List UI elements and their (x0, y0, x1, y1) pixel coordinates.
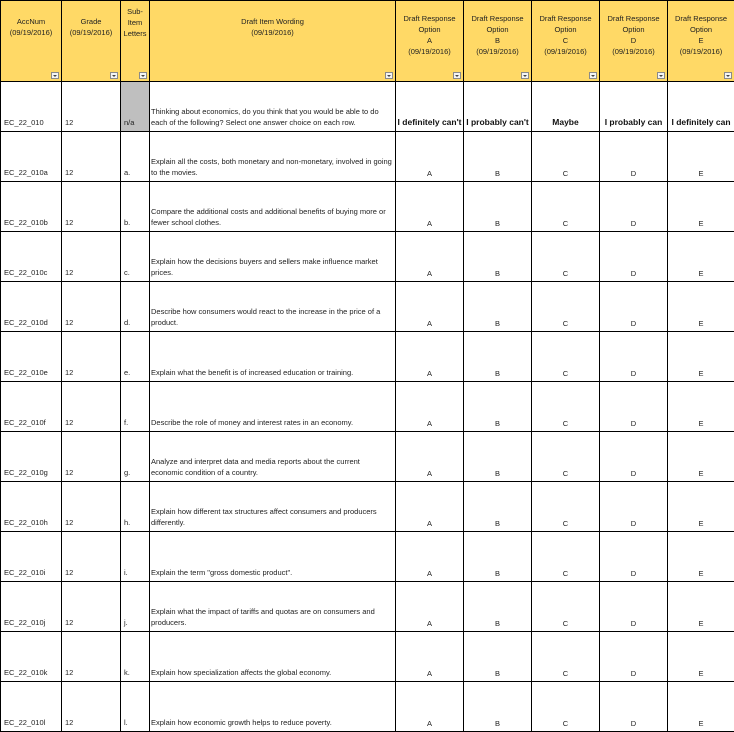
cell-option-b[interactable]: B (464, 582, 532, 632)
cell-item-wording[interactable]: Analyze and interpret data and media reports about the current economic condition of a country. (150, 432, 396, 482)
cell-option-b[interactable]: B (464, 282, 532, 332)
cell-grade[interactable]: 12 (62, 432, 121, 482)
cell-option-e[interactable]: E (668, 182, 734, 232)
cell-sub-item[interactable]: d. (121, 282, 150, 332)
cell-item-wording[interactable]: Explain how the decisions buyers and sellers make influence market prices. (150, 232, 396, 282)
cell-option-e[interactable]: E (668, 232, 734, 282)
header-sub-item-letters: Sub- Item Letters (121, 1, 150, 82)
header-option-e: Draft Response Option E (09/19/2016) (668, 1, 734, 82)
cell-option-a[interactable]: A (396, 582, 464, 632)
cell-sub-item[interactable]: f. (121, 382, 150, 432)
cell-sub-item[interactable]: e. (121, 332, 150, 382)
cell-accnum[interactable]: EC_22_010g (1, 432, 62, 482)
cell-option-b[interactable]: B (464, 382, 532, 432)
cell-grade[interactable]: 12 (62, 182, 121, 232)
table-row (1, 432, 734, 482)
filter-dropdown-icon[interactable] (139, 72, 147, 79)
cell-option-d[interactable]: D (600, 282, 668, 332)
cell-item-wording[interactable]: Describe the role of money and interest rates in an economy. (150, 382, 396, 432)
cell-option-c[interactable]: C (532, 682, 600, 732)
header-grade: Grade (09/19/2016) (62, 1, 121, 82)
cell-item-wording[interactable]: Describe how consumers would react to the increase in the price of a product. (150, 282, 396, 332)
cell-sub-item[interactable]: l. (121, 682, 150, 732)
cell-item-wording[interactable]: Explain all the costs, both monetary and non-monetary, involved in going to the movies. (150, 132, 396, 182)
cell-option-b[interactable]: B (464, 232, 532, 282)
cell-option-b[interactable]: B (464, 182, 532, 232)
cell-option-e[interactable]: E (668, 132, 734, 182)
cell-accnum[interactable]: EC_22_010a (1, 132, 62, 182)
cell-option-e[interactable]: E (668, 682, 734, 732)
cell-option-a[interactable]: A (396, 282, 464, 332)
cell-accnum[interactable]: EC_22_010d (1, 282, 62, 332)
table-row (1, 532, 734, 582)
cell-option-c[interactable]: C (532, 632, 600, 682)
cell-option-e[interactable]: E (668, 332, 734, 382)
cell-grade[interactable]: 12 (62, 332, 121, 382)
cell-sub-item[interactable]: k. (121, 632, 150, 682)
cell-option-a[interactable]: A (396, 232, 464, 282)
cell-grade[interactable]: 12 (62, 682, 121, 732)
filter-dropdown-icon[interactable] (657, 72, 665, 79)
cell-option-a[interactable]: A (396, 132, 464, 182)
cell-option-a[interactable]: A (396, 682, 464, 732)
filter-dropdown-icon[interactable] (110, 72, 118, 79)
filter-dropdown-icon[interactable] (453, 72, 461, 79)
table-row (1, 382, 734, 432)
cell-accnum[interactable]: EC_22_010k (1, 632, 62, 682)
cell-option-b[interactable]: B (464, 132, 532, 182)
cell-option-a[interactable]: A (396, 532, 464, 582)
cell-option-e[interactable]: E (668, 382, 734, 432)
table-row (1, 232, 734, 282)
cell-option-c[interactable]: C (532, 482, 600, 532)
cell-option-d[interactable]: D (600, 532, 668, 582)
cell-item-wording[interactable]: Explain how different tax structures affect consumers and producers differently. (150, 482, 396, 532)
cell-grade[interactable]: 12 (62, 82, 121, 132)
cell-grade[interactable]: 12 (62, 382, 121, 432)
cell-option-c[interactable]: C (532, 132, 600, 182)
cell-option-c[interactable]: C (532, 532, 600, 582)
cell-option-c[interactable]: C (532, 382, 600, 432)
cell-option-d[interactable]: D (600, 632, 668, 682)
cell-accnum[interactable]: EC_22_010f (1, 382, 62, 432)
cell-accnum[interactable]: EC_22_010i (1, 532, 62, 582)
header-option-c: Draft Response Option C (09/19/2016) (532, 1, 600, 82)
cell-item-wording[interactable]: Explain how economic growth helps to reduce poverty. (150, 682, 396, 732)
header-accnum: AccNum (09/19/2016) (1, 1, 62, 82)
header-item-wording: Draft Item Wording (09/19/2016) (150, 1, 396, 82)
table-row (1, 182, 734, 232)
table-row (1, 482, 734, 532)
cell-option-d[interactable]: D (600, 132, 668, 182)
cell-option-b[interactable]: B (464, 482, 532, 532)
cell-accnum[interactable]: EC_22_010e (1, 332, 62, 382)
cell-grade[interactable]: 12 (62, 282, 121, 332)
cell-option-b[interactable]: I probably can't (464, 82, 532, 132)
cell-grade[interactable]: 12 (62, 582, 121, 632)
cell-option-c[interactable]: C (532, 432, 600, 482)
cell-option-a[interactable]: A (396, 482, 464, 532)
cell-sub-item[interactable]: j. (121, 582, 150, 632)
cell-option-a[interactable]: A (396, 382, 464, 432)
cell-sub-item[interactable]: n/a (121, 82, 150, 132)
table-row (1, 82, 734, 132)
cell-option-d[interactable]: D (600, 182, 668, 232)
cell-option-c[interactable]: Maybe (532, 82, 600, 132)
cell-option-e[interactable]: E (668, 582, 734, 632)
cell-option-c[interactable]: C (532, 182, 600, 232)
cell-accnum[interactable]: EC_22_010l (1, 682, 62, 732)
cell-option-b[interactable]: B (464, 332, 532, 382)
cell-item-wording[interactable]: Compare the additional costs and additional benefits of buying more or fewer school clothes. (150, 182, 396, 232)
cell-option-a[interactable]: A (396, 432, 464, 482)
table-row (1, 582, 734, 632)
table-row (1, 282, 734, 332)
header-option-b: Draft Response Option B (09/19/2016) (464, 1, 532, 82)
cell-option-a[interactable]: I definitely can't (396, 82, 464, 132)
cell-accnum[interactable]: EC_22_010c (1, 232, 62, 282)
cell-grade[interactable]: 12 (62, 482, 121, 532)
cell-option-e[interactable]: E (668, 282, 734, 332)
cell-grade[interactable]: 12 (62, 632, 121, 682)
cell-item-wording[interactable]: Explain the term "gross domestic product". (150, 532, 396, 582)
cell-grade[interactable]: 12 (62, 132, 121, 182)
cell-option-c[interactable]: C (532, 582, 600, 632)
header-option-d: Draft Response Option D (09/19/2016) (600, 1, 668, 82)
cell-option-e[interactable]: E (668, 532, 734, 582)
cell-option-d[interactable]: D (600, 232, 668, 282)
cell-grade[interactable]: 12 (62, 532, 121, 582)
cell-option-d[interactable]: D (600, 332, 668, 382)
filter-dropdown-icon[interactable] (385, 72, 393, 79)
filter-dropdown-icon[interactable] (589, 72, 597, 79)
table-row (1, 332, 734, 382)
filter-dropdown-icon[interactable] (521, 72, 529, 79)
cell-item-wording[interactable]: Thinking about economics, do you think that you would be able to do each of the following? Select one answer choice on each row. (150, 82, 396, 132)
filter-dropdown-icon[interactable] (724, 72, 732, 79)
table-row (1, 632, 734, 682)
cell-option-b[interactable]: B (464, 632, 532, 682)
cell-accnum[interactable]: EC_22_010 (1, 82, 62, 132)
cell-item-wording[interactable]: Explain how specialization affects the global economy. (150, 632, 396, 682)
cell-sub-item[interactable]: a. (121, 132, 150, 182)
cell-sub-item[interactable]: h. (121, 482, 150, 532)
cell-option-a[interactable]: A (396, 182, 464, 232)
cell-option-b[interactable]: B (464, 682, 532, 732)
cell-option-c[interactable]: C (532, 332, 600, 382)
cell-sub-item[interactable]: c. (121, 232, 150, 282)
cell-accnum[interactable]: EC_22_010j (1, 582, 62, 632)
cell-sub-item[interactable]: b. (121, 182, 150, 232)
cell-option-a[interactable]: A (396, 332, 464, 382)
table-row (1, 682, 734, 732)
cell-item-wording[interactable]: Explain what the impact of tariffs and quotas are on consumers and producers. (150, 582, 396, 632)
header-row (1, 1, 734, 82)
cell-option-d[interactable]: D (600, 432, 668, 482)
cell-accnum[interactable]: EC_22_010b (1, 182, 62, 232)
cell-sub-item[interactable]: g. (121, 432, 150, 482)
cell-accnum[interactable]: EC_22_010h (1, 482, 62, 532)
cell-sub-item[interactable]: i. (121, 532, 150, 582)
cell-option-d[interactable]: D (600, 382, 668, 432)
cell-option-e[interactable]: E (668, 432, 734, 482)
cell-option-c[interactable]: C (532, 232, 600, 282)
cell-option-c[interactable]: C (532, 282, 600, 332)
cell-option-a[interactable]: A (396, 632, 464, 682)
header-option-a: Draft Response Option A (09/19/2016) (396, 1, 464, 82)
cell-option-d[interactable]: D (600, 482, 668, 532)
table-row (1, 132, 734, 182)
cell-option-e[interactable]: I definitely can (668, 82, 734, 132)
cell-option-b[interactable]: B (464, 532, 532, 582)
filter-dropdown-icon[interactable] (51, 72, 59, 79)
cell-option-d[interactable]: D (600, 582, 668, 632)
cell-option-d[interactable]: I probably can (600, 82, 668, 132)
cell-option-e[interactable]: E (668, 632, 734, 682)
cell-option-b[interactable]: B (464, 432, 532, 482)
cell-option-d[interactable]: D (600, 682, 668, 732)
cell-option-e[interactable]: E (668, 482, 734, 532)
cell-item-wording[interactable]: Explain what the benefit is of increased education or training. (150, 332, 396, 382)
cell-grade[interactable]: 12 (62, 232, 121, 282)
